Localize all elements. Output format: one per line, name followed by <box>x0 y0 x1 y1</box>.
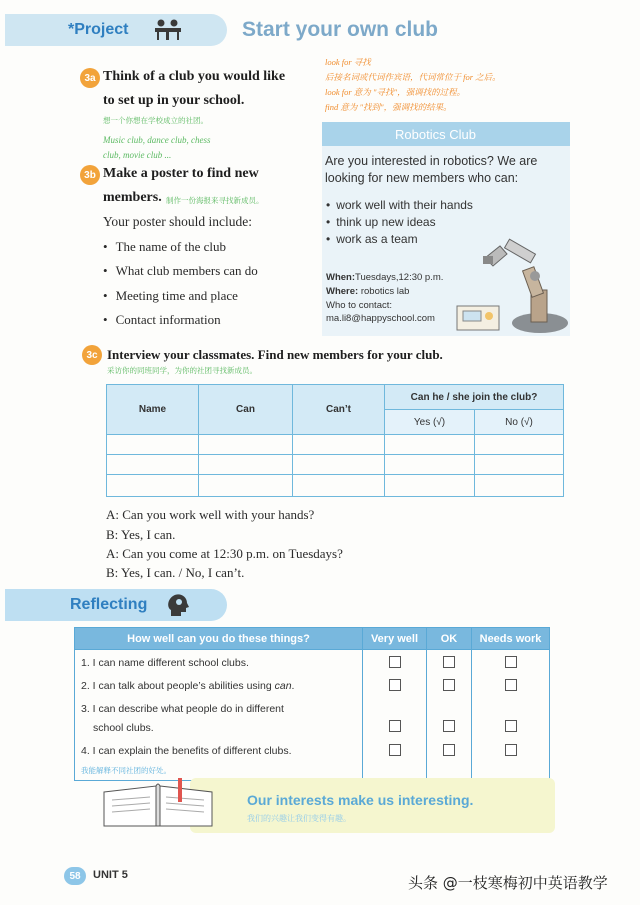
col-yes-header: Yes (√) <box>385 410 475 435</box>
poster-contact-email: ma.li8@happyschool.com <box>326 313 435 324</box>
table-row <box>107 455 564 475</box>
needs-work-header: Needs work <box>472 628 550 650</box>
page-number: 58 <box>64 867 86 885</box>
poster-where: Where: robotics lab <box>326 286 410 297</box>
dialog-line: A: Can you work well with your hands? <box>106 507 315 522</box>
statement-1: 1. I can name different school clubs. <box>75 650 363 674</box>
col-cant-header: Can’t <box>293 385 385 435</box>
self-check-question-header: How well can you do these things? <box>75 628 363 650</box>
motto-text: Our interests make us interesting. <box>247 792 474 808</box>
badge-3b: 3b <box>80 165 100 185</box>
very-well-checkbox[interactable] <box>389 720 401 732</box>
statement-4: 4. I can explain the benefits of different clubs. 我能解释不同社团的好处。 <box>75 738 363 781</box>
thinking-head-icon <box>165 592 191 618</box>
task-3a-note-1: Music club, dance club, chess <box>103 135 211 145</box>
dialog-line: B: Yes, I can. <box>106 527 176 542</box>
dialog-line: A: Can you come at 12:30 p.m. on Tuesdays? <box>106 546 343 561</box>
include-item: • The name of the club <box>103 239 226 255</box>
side-note-2: 后接名词或代词作宾语，代词常位于 for 之后。 <box>325 72 501 82</box>
include-item: • Meeting time and place <box>103 288 238 304</box>
very-well-header: Very well <box>363 628 427 650</box>
ok-checkbox[interactable] <box>443 679 455 691</box>
table-row <box>75 673 550 696</box>
side-note-4: find 意为 "找到"，强调找的结果。 <box>325 102 452 112</box>
needs-work-checkbox[interactable] <box>505 720 517 732</box>
poster-bullet: • work well with their hands <box>326 198 473 212</box>
self-check-table <box>74 627 550 781</box>
side-note-3: look for 意为 "寻找"，强调找的过程。 <box>325 87 466 97</box>
col-name-header: Name <box>107 385 199 435</box>
poster-bullet: • think up new ideas <box>326 215 436 229</box>
very-well-checkbox[interactable] <box>389 656 401 668</box>
statement-4-cn: 我能解释不同社团的好处。 <box>81 766 171 775</box>
robot-arm-illustration <box>455 228 570 336</box>
poster-bullet: • work as a team <box>326 232 418 246</box>
task-3b-heading-1: Make a poster to find new <box>103 166 259 181</box>
open-book-icon <box>100 774 218 830</box>
needs-work-checkbox[interactable] <box>505 744 517 756</box>
ok-header: OK <box>427 628 472 650</box>
statement-3: 3. I can describe what people do in different school clubs. <box>75 696 363 738</box>
include-item: • Contact information <box>103 312 221 328</box>
very-well-checkbox[interactable] <box>389 679 401 691</box>
side-note-1: look for 寻找 <box>325 57 371 67</box>
table-row <box>107 475 564 497</box>
col-can-header: Can <box>199 385 293 435</box>
interview-table <box>106 384 564 497</box>
include-label: Your poster should include: <box>103 214 253 229</box>
task-3b-cn: 制作一份海报来寻找新成员。 <box>166 196 264 205</box>
ok-checkbox[interactable] <box>443 744 455 756</box>
table-row <box>75 696 550 738</box>
very-well-checkbox[interactable] <box>389 744 401 756</box>
task-3a-heading-1: Think of a club you would like <box>103 69 286 84</box>
table-row <box>107 435 564 455</box>
task-3c-cn: 采访你的同班同学，为你的社团寻找新成员。 <box>107 366 257 375</box>
poster-contact-label: Who to contact: <box>326 300 393 311</box>
ok-checkbox[interactable] <box>443 656 455 668</box>
dialog-line: B: Yes, I can. / No, I can’t. <box>106 565 245 580</box>
table-row <box>75 650 550 674</box>
badge-3a: 3a <box>80 68 100 88</box>
include-item: • What club members can do <box>103 263 258 279</box>
watermark: 头条 @一枝寒梅初中英语教学 <box>408 874 608 892</box>
people-group-icon <box>152 18 184 42</box>
motto-cn: 我们的兴趣让我们变得有趣。 <box>247 814 351 823</box>
task-3a-cn: 想一个你想在学校成立的社团。 <box>103 116 208 125</box>
reflecting-label: Reflecting <box>70 596 148 613</box>
page-title: Start your own club <box>242 18 439 41</box>
statement-2: 2. I can talk about people’s abilities using can. <box>75 673 363 696</box>
task-3b-heading-2: members. <box>103 190 162 205</box>
needs-work-checkbox[interactable] <box>505 679 517 691</box>
section-label: *Project <box>68 21 129 38</box>
poster-question: Are you interested in robotics? We are looking for new members who can: <box>325 154 538 185</box>
badge-3c: 3c <box>82 345 102 365</box>
ok-checkbox[interactable] <box>443 720 455 732</box>
task-3a-heading-2: to set up in your school. <box>103 93 245 108</box>
task-3c-heading: Interview your classmates. Find new members for your club. <box>107 347 443 362</box>
unit-label: UNIT 5 <box>93 869 128 881</box>
poster-title: Robotics Club <box>395 127 476 142</box>
poster-when: When:Tuesdays,12:30 p.m. <box>326 272 444 283</box>
col-join-header: Can he / she join the club? <box>385 385 564 410</box>
task-3a-note-2: club, movie club ... <box>103 150 172 160</box>
needs-work-checkbox[interactable] <box>505 656 517 668</box>
col-no-header: No (√) <box>475 410 564 435</box>
